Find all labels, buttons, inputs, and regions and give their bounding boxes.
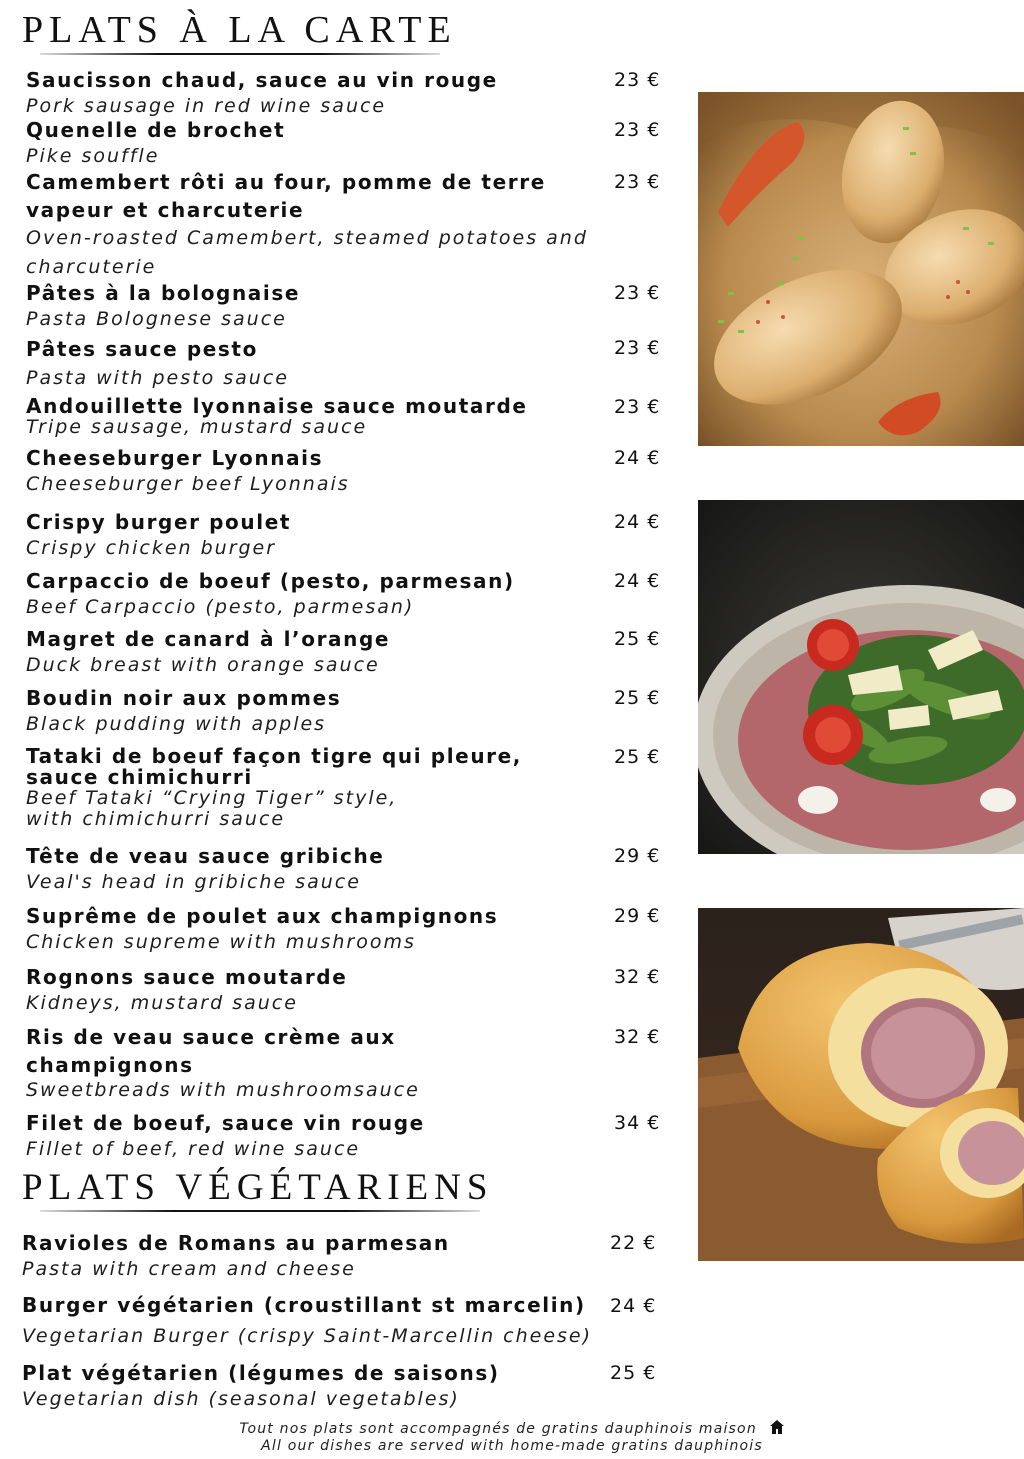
carpaccio-photo [698,500,1024,854]
dish-name-en: Vegetarian dish (seasonal vegetables) [22,1388,460,1410]
footer-text-en: All our dishes are served with home-made gratins dauphinois [261,1438,763,1454]
carte-section-title: PLATS À LA CARTE [22,9,457,51]
dish-price: 23 € [614,119,661,141]
dish-price: 29 € [614,845,661,867]
dish-price: 24 € [614,511,661,533]
dish-price: 23 € [614,69,661,91]
menu-item [26,508,686,561]
dish-name-en: Tripe sausage, mustard sauce [26,416,368,438]
dish-price: 34 € [614,1112,661,1134]
menu-item [26,444,686,497]
dish-name-fr: Filet de boeuf, sauce vin rouge [26,1111,425,1135]
dish-price: 25 € [614,746,661,768]
dish-price: 24 € [610,1295,657,1317]
dish-name-en: Beef Carpaccio (pesto, parmesan) [26,596,415,618]
dish-price: 23 € [614,171,661,193]
dish-price: 25 € [614,628,661,650]
dish-name-fr: Pâtes sauce pesto [26,337,258,361]
dish-name-en: Pike souffle [26,145,160,167]
menu-item [26,684,686,737]
menu-item [26,902,686,955]
menu-item [26,116,686,169]
dish-price: 23 € [614,396,661,418]
dish-name-fr: Saucisson chaud, sauce au vin rouge [26,68,498,92]
dish-name-fr: Camembert rôti au four, pomme de terre vapeur et charcuterie [26,170,546,222]
dish-name-fr: Pâtes à la bolognaise [26,281,301,305]
menu-item [26,396,686,438]
dish-name-en: Fillet of beef, red wine sauce [26,1138,361,1160]
dish-name-fr: Tataki de boeuf façon tigre qui pleure, sauce chimichurri [26,744,522,789]
dish-name-fr: Tête de veau sauce gribiche [26,844,385,868]
dish-price: 23 € [614,282,661,304]
dish-name-fr: Ravioles de Romans au parmesan [22,1231,450,1255]
dish-name-fr: Ris de veau sauce crème aux champignons [26,1025,396,1077]
vegetarian-section-title: PLATS VÉGÉTARIENS [22,1167,494,1208]
menu-item [26,168,686,282]
dish-name-fr: Quenelle de brochet [26,118,286,142]
menu-item [22,1290,682,1352]
dish-name-en: Cheeseburger beef Lyonnais [26,473,350,495]
home-icon [769,1419,785,1439]
dish-name-en: Crispy chicken burger [26,537,277,559]
dish-price: 23 € [614,337,661,359]
dish-price: 29 € [614,905,661,927]
footer-note-fr [0,1419,1024,1439]
dish-name-fr: Andouillette lyonnaise sauce moutarde [26,394,528,418]
dish-name-en: Kidneys, mustard sauce [26,992,298,1014]
dish-name-en: Oven-roasted Camembert, steamed potatoes and charcuterie [26,227,588,278]
dish-name-fr: Plat végétarien (légumes de saisons) [22,1361,500,1385]
dish-name-en: Black pudding with apples [26,713,327,735]
dish-name-fr: Cheeseburger Lyonnais [26,446,324,470]
footer-text-fr: Tout nos plats sont accompagnés de gratins dauphinois maison [239,1421,757,1437]
dish-name-en: Veal's head in gribiche sauce [26,871,361,893]
dish-name-fr: Carpaccio de boeuf (pesto, parmesan) [26,569,515,593]
carte-title-divider [40,53,440,55]
menu-item [22,1229,682,1282]
dish-price: 25 € [610,1362,657,1384]
footer-note-en [0,1438,1024,1454]
dish-name-fr: Rognons sauce moutarde [26,965,348,989]
dish-name-fr: Suprême de poulet aux champignons [26,904,499,928]
dish-name-en: Pork sausage in red wine sauce [26,95,387,117]
menu-item [26,625,686,678]
dish-price: 32 € [614,966,661,988]
dish-name-fr: Magret de canard à l’orange [26,627,391,651]
menu-item [26,66,686,119]
menu-item [26,963,686,1016]
saucisson-brioche-photo [698,908,1024,1261]
dish-price: 32 € [614,1026,661,1048]
dish-name-fr: Burger végétarien (croustillant st marcelin) [22,1293,586,1317]
dish-name-en: Duck breast with orange sauce [26,654,380,676]
menu-item [22,1359,682,1412]
dish-name-en: Pasta with pesto sauce [26,367,289,389]
dish-price: 22 € [610,1232,657,1254]
menu-item [26,1109,686,1162]
menu-item [26,567,686,620]
dish-name-en: Pasta with cream and cheese [22,1258,356,1280]
dish-price: 24 € [614,570,661,592]
dish-name-en: Pasta Bolognese sauce [26,308,287,330]
menu-item [26,279,686,332]
dish-name-en: Beef Tataki “Crying Tiger” style, with chimichurri sauce [26,787,398,830]
menu-item [26,334,686,392]
vegetarian-title-divider [40,1210,480,1212]
menu-item [26,746,686,830]
dish-name-fr: Crispy burger poulet [26,510,292,534]
dish-name-en: Vegetarian Burger (crispy Saint-Marcellin cheese) [22,1325,593,1347]
dish-name-en: Sweetbreads with mushroomsauce [26,1079,420,1101]
menu-item [26,842,686,895]
dish-price: 25 € [614,687,661,709]
dish-name-fr: Boudin noir aux pommes [26,686,342,710]
quenelle-photo [698,92,1024,446]
dish-name-en: Chicken supreme with mushrooms [26,931,416,953]
dish-price: 24 € [614,447,661,469]
menu-item [26,1023,686,1101]
